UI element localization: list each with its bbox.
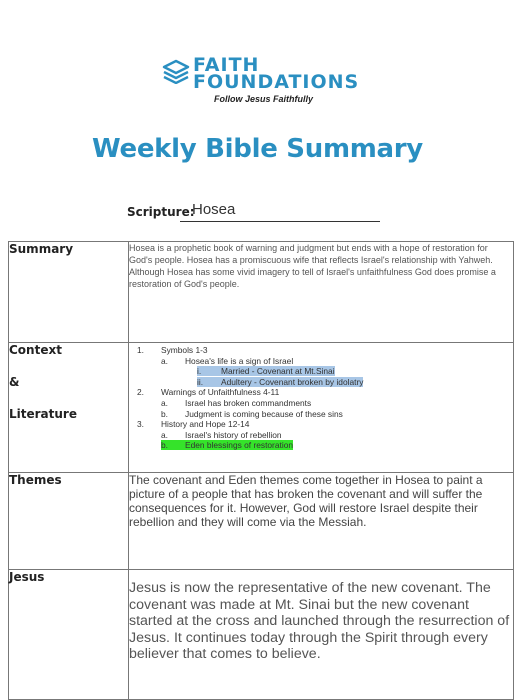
outline-item-highlighted: i. Married - Covenant at Mt.Sinai — [197, 366, 335, 377]
context-label-line2: & — [9, 375, 20, 389]
summary-label: Summary — [9, 242, 129, 343]
summary-text: Hosea is a prophetic book of warning and judgment but ends with a hope of restoration for God's people. Hosea has a promiscuous wife that reflects Israel's relationship with Yahweh. Although Hosea has some vivid imagery to tell of Israel's unfaithfulness God does promise a restoration of God's people. — [129, 243, 496, 289]
outline-item: 1. Symbols 1-3 — [137, 345, 208, 355]
summary-cell[interactable] — [129, 242, 514, 343]
outline-item: a. Israel has broken commandments — [161, 397, 312, 408]
outline-item-highlighted: ii. Adultery - Covenant broken by idolatry — [197, 376, 364, 387]
context-label-line3: Literature — [9, 407, 77, 421]
themes-row — [9, 473, 514, 570]
brand-name-line1: FAITH — [193, 54, 260, 76]
summary-table — [8, 241, 514, 700]
outline-item: b. Judgment is coming because of these sins — [161, 408, 343, 419]
jesus-text: Jesus is now the representative of the new covenant. The covenant was made at Mt. Sinai but the new covenant started at the cross and launched through the resurrection of Jesus. It continues today through the Spirit through every believer that comes to believe. — [129, 580, 510, 662]
jesus-cell[interactable] — [129, 570, 514, 700]
faith-foundations-logo — [162, 56, 362, 106]
context-label-line1: Context — [9, 343, 62, 357]
context-row — [9, 343, 514, 473]
scripture-label: Scripture: — [127, 205, 195, 219]
scripture-field[interactable]: Hosea — [180, 201, 380, 222]
page-title: Weekly Bible Summary — [92, 134, 423, 164]
context-cell[interactable] — [129, 343, 514, 473]
outline-item: a. Israel's history of rebellion — [161, 429, 282, 440]
outline-item: 2. Warnings of Unfaithfulness 4-11 — [137, 387, 280, 398]
jesus-label: Jesus — [9, 570, 129, 700]
outline-item: 3. History and Hope 12-14 — [137, 419, 250, 430]
themes-cell[interactable] — [129, 473, 514, 570]
themes-text: The covenant and Eden themes come together in Hosea to paint a picture of a people that has broken the covenant and will suffer the consequences for it. However, God will restore Israel despite their rebellion and they will come via the Messiah. — [129, 473, 483, 529]
jesus-row — [9, 570, 514, 700]
themes-label: Themes — [9, 473, 129, 570]
outline-item-highlighted: b. Eden blessings of restoration — [161, 440, 294, 451]
outline-list — [129, 345, 513, 451]
context-label — [9, 343, 129, 473]
summary-row — [9, 242, 514, 343]
brand-tagline: Follow Jesus Faithfully — [214, 94, 314, 104]
outline-item: a. Hosea's life is a sign of Israel — [161, 355, 294, 366]
brand-name-line2: FOUNDATIONS — [193, 71, 360, 93]
stacked-books-icon — [162, 58, 190, 84]
